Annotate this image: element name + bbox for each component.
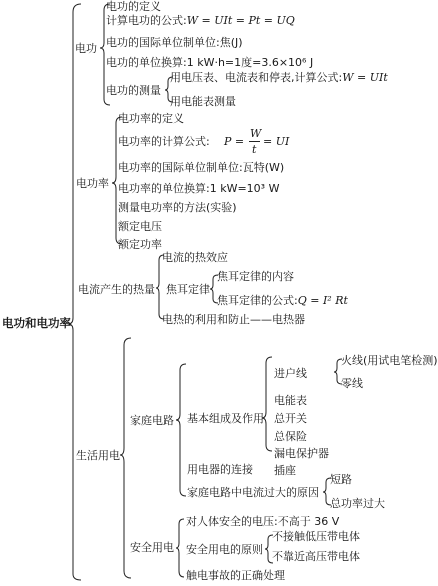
home-label: 家庭电路	[130, 414, 174, 427]
power-formula-num: W	[250, 127, 262, 140]
joule-label: 焦耳定律	[166, 283, 210, 296]
work-formula-caption: 计算电功的公式:	[106, 14, 187, 27]
brace-home	[176, 364, 186, 496]
joule-item-formula	[217, 294, 348, 307]
power-item-definition: 电功率的定义	[118, 112, 184, 125]
heat-item-heater: 电热的利用和防止——电热器	[162, 313, 305, 326]
work-measure-meters-caption: 用电压表、电流表和停表,计算公式:	[170, 71, 343, 84]
overcurrent-item-overload: 总功率过大	[330, 497, 385, 510]
work-item-unit: 电功的国际单位制单位:焦(J)	[106, 36, 243, 49]
basic-item-socket: 插座	[274, 464, 296, 477]
power-item-unit: 电功率的国际单位制单位:瓦特(W)	[118, 161, 285, 174]
power-item-formula	[118, 135, 210, 148]
work-label: 电功	[75, 42, 97, 55]
safety-item-voltage: 对人体安全的电压:不高于 36 V	[186, 515, 340, 528]
basic-item-meter: 电能表	[274, 394, 307, 407]
brace-heat	[156, 255, 164, 319]
root-title: 电功和电功率	[2, 316, 71, 330]
basic-item-fuse: 总保险	[274, 430, 307, 443]
principle-label: 安全用电的原则	[186, 543, 263, 556]
brace-safety	[176, 519, 184, 577]
work-measure-label: 电功的测量	[106, 84, 161, 97]
power-formula-den: t	[252, 143, 257, 156]
power-item-conversion: 电功率的单位换算:1 kW=10³ W	[118, 182, 280, 195]
power-formula-caption: 电功率的计算公式:	[118, 135, 210, 148]
heat-label: 电流产生的热量	[78, 283, 155, 296]
basic-label: 基本组成及作用	[187, 412, 264, 425]
overcurrent-label: 家庭电路中电流过大的原因	[187, 486, 319, 499]
joule-item-content: 焦耳定律的内容	[217, 270, 294, 283]
entry-item-neutral: 零线	[341, 377, 363, 390]
basic-item-main-switch: 总开关	[274, 412, 307, 425]
work-measure-meters	[170, 71, 388, 84]
power-formula-fraction-bar	[249, 141, 260, 142]
power-item-rated-power: 额定功率	[118, 238, 162, 251]
heat-item-effect: 电流的热效应	[162, 251, 228, 264]
principle-item-low: 不接触低压带电体	[272, 530, 360, 543]
power-formula-rhs: = UI	[263, 135, 290, 148]
safety-item-accident: 触电事故的正确处理	[186, 569, 285, 582]
entry-label: 进户线	[274, 367, 307, 380]
work-formula: W = UIt = Pt = UQ	[186, 14, 295, 27]
home-connect: 用电器的连接	[187, 463, 253, 476]
power-item-rated-voltage: 额定电压	[118, 220, 162, 233]
joule-formula: Q = I² Rt	[297, 294, 348, 307]
life-label: 生活用电	[76, 449, 120, 462]
work-item-definition: 电功的定义	[106, 0, 161, 13]
power-formula-lhs: P =	[224, 135, 245, 148]
overcurrent-item-short: 短路	[330, 473, 352, 486]
work-item-conversion: 电功的单位换算:1 kW·h=1度=3.6×10⁶ J	[106, 56, 314, 69]
joule-formula-caption: 焦耳定律的公式:	[217, 294, 298, 307]
work-item-formula-label	[106, 14, 295, 27]
principle-item-high: 不靠近高压带电体	[272, 550, 360, 563]
brace-basic	[262, 357, 272, 451]
work-measure-energy-meter: 用电能表测量	[170, 95, 236, 108]
power-label: 电功率	[76, 177, 109, 190]
work-measure-formula: W = UIt	[342, 71, 388, 84]
safety-label: 安全用电	[130, 541, 174, 554]
basic-item-leakage-protector: 漏电保护器	[274, 447, 329, 460]
power-item-measure: 测量电功率的方法(实验)	[118, 201, 237, 214]
entry-item-live: 火线(用试电笔检测)	[341, 354, 438, 367]
